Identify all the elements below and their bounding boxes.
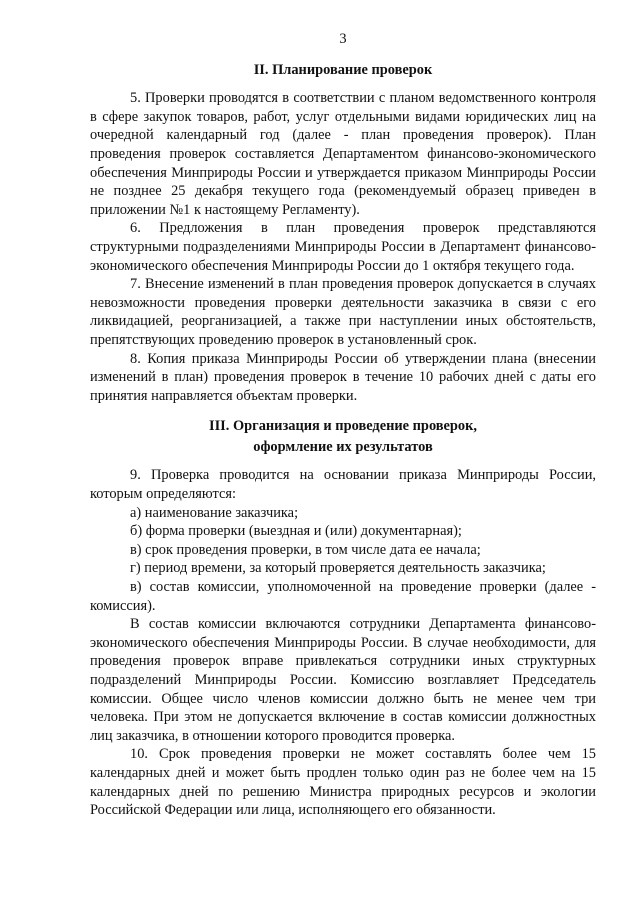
paragraph-7: 7. Внесение изменений в план проведения проверок допускается в случаях невозможности проведения проверки деятельности заказчика в связи с его ликвидацией, реорганизацией, а также при наступлении иных обстоятельств, препятствующих проведению проверок в установленный срок. — [90, 276, 596, 348]
paragraph-6: 6. Предложения в план проведения проверок представляются структурными подразделениями Минприроды России в Департамент финансово-экономического обеспечения Минприроды России до 1 октября текущего года. — [90, 220, 596, 274]
list-item-g: г) период времени, за который проверяется деятельность заказчика; — [130, 560, 546, 577]
paragraph-10: 10. Срок проведения проверки не может составлять более чем 15 календарных дней и может быть продлен только один раз не более чем на 15 календарных дней по решению Министра природных ресурсов и экологии Российской Федерации или лица, исполняющего его обязанности. — [90, 746, 596, 819]
list-item-v: в) срок проведения проверки, в том числе дата ее начала; — [130, 541, 481, 558]
page-number: 3 — [339, 31, 347, 47]
paragraph-9-intro: 9. Проверка проводится на основании приказа Минприроды России, которым определяются: — [90, 467, 596, 503]
section-3-title-line-1: III. Организация и проведение проверок, — [208, 418, 478, 435]
document-page — [90, 30, 596, 820]
section-2-title: II. Планирование проверок — [253, 61, 433, 78]
paragraph-5: 5. Проверки проводятся в соответствии с планом ведомственного контроля в сфере закупок товаров, работ, услуг отдельными видами юридических лиц на очередной календарный год (далее - план проведения проверок). План проведения проверок составляется Департаментом финансово-экономического обеспечения Минприроды России и утверждается приказом Минприроды России не позднее 25 декабря текущего года (рекомендуемый образец приведен в приложении №1 к настоящему Регламенту). — [90, 90, 596, 218]
list-item-b: б) форма проверки (выездная и (или) документарная); — [130, 523, 462, 540]
paragraph-8: 8. Копия приказа Минприроды России об утверждении плана (внесении изменений в план) проведения проверок в течение 10 рабочих дней с даты его принятия направляется объектам проверки. — [90, 350, 596, 404]
section-3-title-line-2: оформление их результатов — [253, 438, 433, 455]
list-item-a: а) наименование заказчика; — [130, 504, 299, 521]
paragraph-commission-composition: В состав комиссии включаются сотрудники Департамента финансово-экономического обеспечения Минприроды России. В случае необходимости, для проведения проверок вправе привлекаться сотрудники иных структурных подразделений Минприроды России. Комиссию возглавляет Председатель комиссии. Общее число членов комиссии должно быть не менее чем три человека. При этом не допускается включение в состав комиссии должностных лиц заказчика, в отношении которого проводится проверка. — [90, 616, 596, 744]
list-item-commission: в) состав комиссии, уполномоченной на проведение проверки (далее - комиссия). — [90, 579, 596, 614]
